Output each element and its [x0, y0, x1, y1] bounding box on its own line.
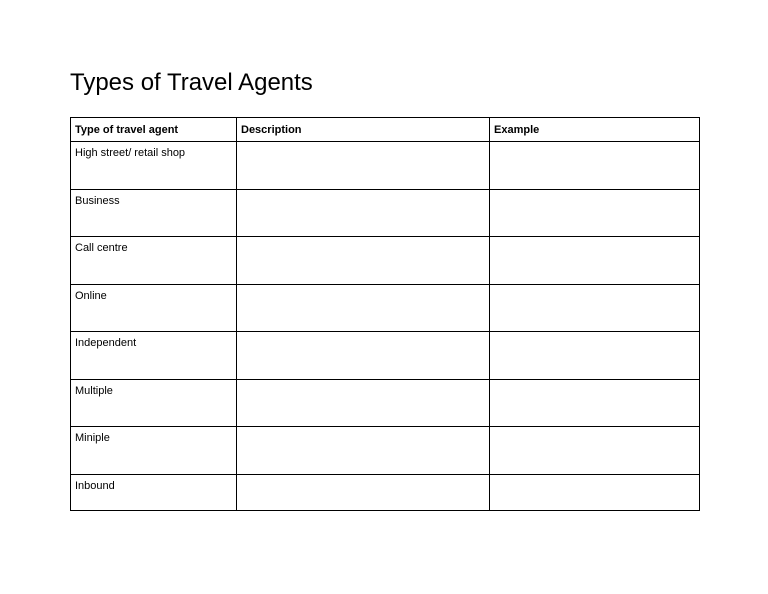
header-example: Example [490, 118, 700, 142]
description-cell[interactable] [237, 474, 490, 510]
table-row [71, 189, 700, 237]
type-cell: Miniple [71, 427, 237, 475]
description-cell[interactable] [237, 379, 490, 427]
example-cell[interactable] [490, 237, 700, 285]
table-row [71, 237, 700, 285]
table-row [71, 284, 700, 332]
example-cell[interactable] [490, 427, 700, 475]
type-cell: Business [71, 189, 237, 237]
example-cell[interactable] [490, 379, 700, 427]
description-cell[interactable] [237, 237, 490, 285]
description-cell[interactable] [237, 427, 490, 475]
description-cell[interactable] [237, 332, 490, 380]
type-cell: Multiple [71, 379, 237, 427]
header-description: Description [237, 118, 490, 142]
table-row [71, 142, 700, 190]
header-type-of-travel-agent: Type of travel agent [71, 118, 237, 142]
description-cell[interactable] [237, 189, 490, 237]
type-cell: Inbound [71, 474, 237, 510]
travel-agents-table [70, 117, 700, 511]
description-cell[interactable] [237, 142, 490, 190]
example-cell[interactable] [490, 474, 700, 510]
type-cell: Online [71, 284, 237, 332]
example-cell[interactable] [490, 142, 700, 190]
table-row [71, 474, 700, 510]
example-cell[interactable] [490, 284, 700, 332]
type-cell: High street/ retail shop [71, 142, 237, 190]
table-row [71, 427, 700, 475]
type-cell: Independent [71, 332, 237, 380]
table-row [71, 332, 700, 380]
description-cell[interactable] [237, 284, 490, 332]
example-cell[interactable] [490, 332, 700, 380]
table-row [71, 379, 700, 427]
example-cell[interactable] [490, 189, 700, 237]
page-title: Types of Travel Agents [70, 69, 313, 96]
table-header-row [71, 118, 700, 142]
type-cell: Call centre [71, 237, 237, 285]
